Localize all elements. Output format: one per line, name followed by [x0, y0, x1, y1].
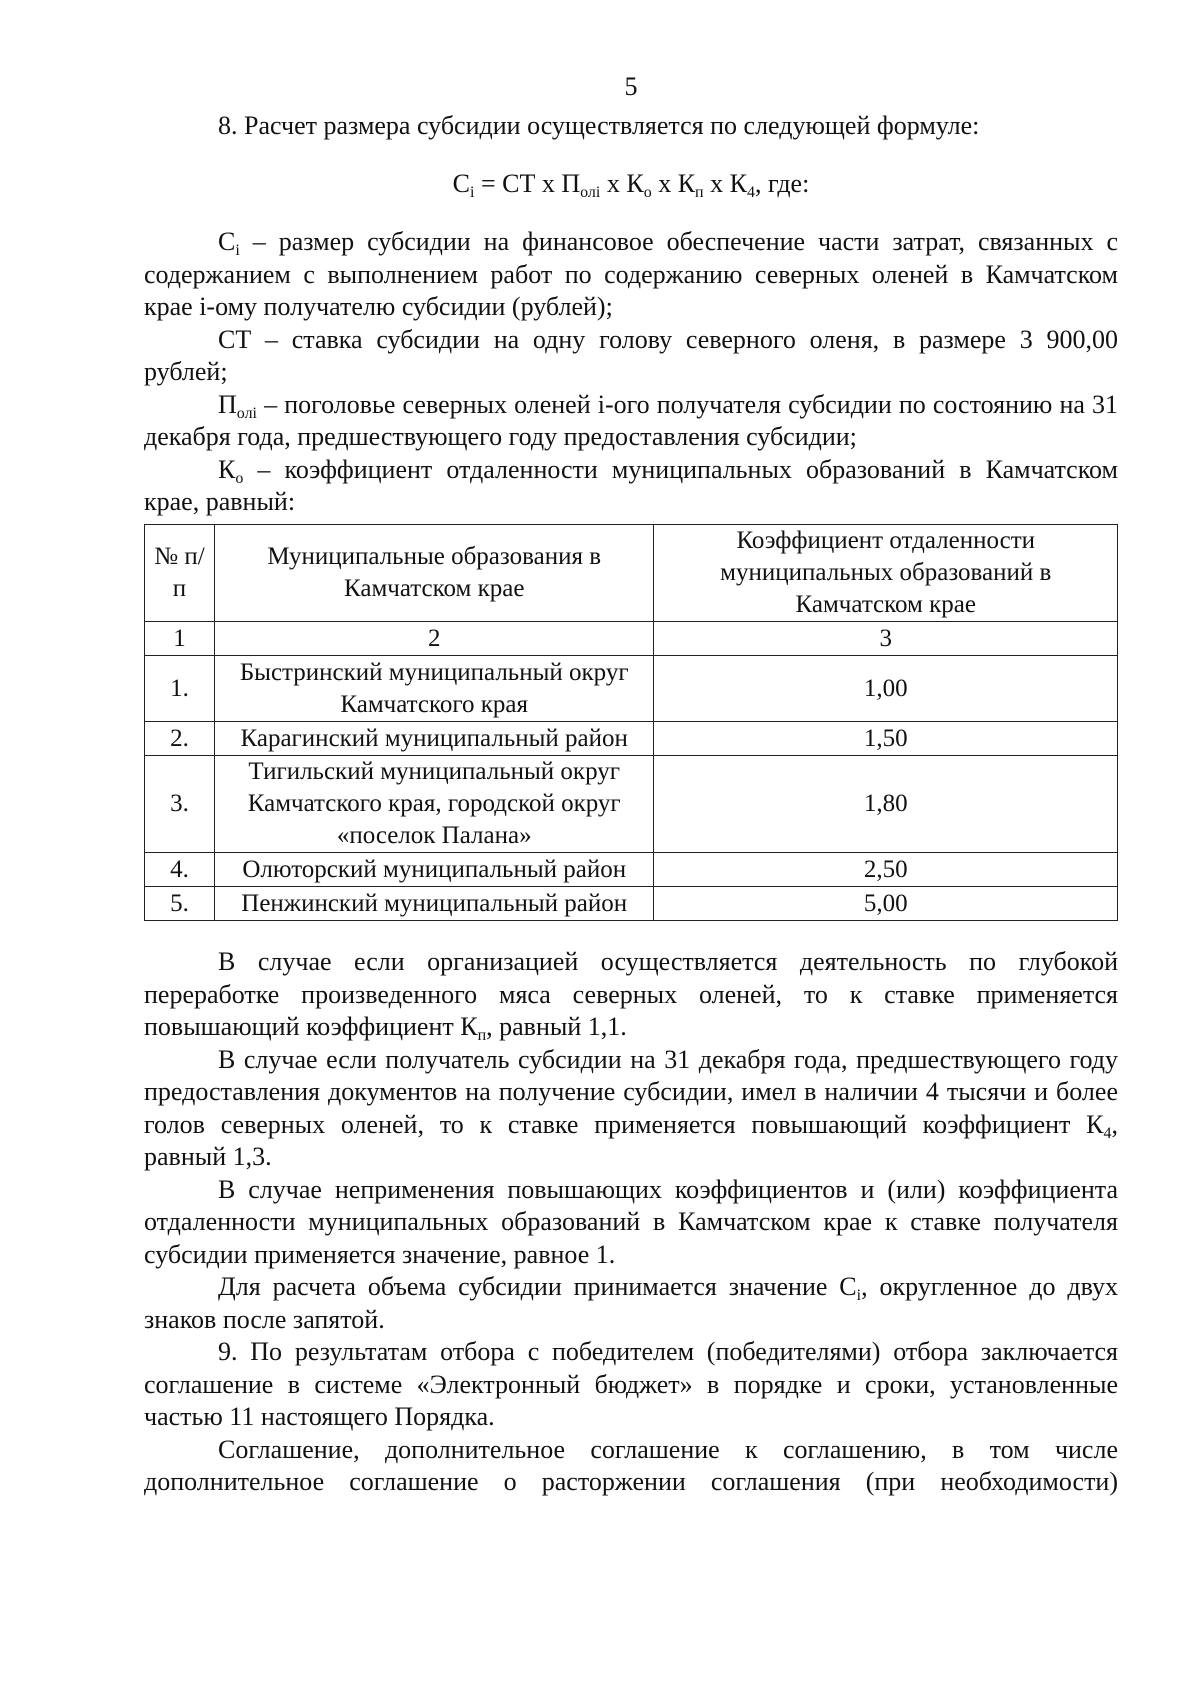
- paragraph-kp: В случае если организацией осуществляется деятельность по глубокой переработке произведенного мяса северных оленей, то к ставке применяется повышающий коэффициент $К_п$, равный 1,1.: [144, 947, 1118, 1044]
- definition-pol: $П_{олi}$ – поголовье северных оленей i-ого получателя субсидии по состоянию на 31 декабря года, предшествующего году предоставления субсидии;: [144, 389, 1118, 451]
- paragraph-default-value: В случае неприменения повышающих коэффициентов и (или) коэффициента отдаленности муниципальных образований в Камчатском крае к ставке получателя субсидии применяется значение, равное 1.: [144, 1174, 1118, 1269]
- row-number: 2.: [145, 722, 215, 756]
- row-municipality: Олюторский муниципальный район: [214, 853, 654, 887]
- coefficient-table: [144, 524, 1118, 921]
- definitions: [144, 226, 1118, 519]
- row-coefficient: 5,00: [654, 887, 1118, 921]
- table-row: [145, 887, 1118, 921]
- table-row: [145, 656, 1118, 722]
- row-number: 3.: [145, 756, 215, 853]
- table-row: [145, 853, 1118, 887]
- table-header-row: [145, 525, 1118, 622]
- table-row: [145, 722, 1118, 756]
- row-number: 5.: [145, 887, 215, 921]
- colnum-2: 2: [214, 622, 654, 656]
- paragraph-k4: В случае если получатель субсидии на 31 декабря года, предшествующего году предоставления документов на получение субсидии, имел в наличии 4 тысячи и более голов северных оленей, то к ставке применяется повышающий коэффициент $К_4$, равный 1,3.: [144, 1044, 1118, 1171]
- section-8: [144, 110, 1118, 143]
- section-9: 9. По результатам отбора с победителем (победителями) отбора заключается соглашение в системе «Электронный бюджет» в порядке и сроки, установленные частью 11 настоящего Порядка.: [144, 1337, 1118, 1431]
- colnum-3: 3: [654, 622, 1118, 656]
- after-table-text: [144, 946, 1118, 1499]
- row-number: 4.: [145, 853, 215, 887]
- row-municipality: Пенжинский муниципальный район: [214, 887, 654, 921]
- row-municipality: Тигильский муниципальный округ Камчатского края, городской округ «поселок Палана»: [214, 756, 654, 853]
- paragraph-agreement: Соглашение, дополнительное соглашение к соглашению, в том числе дополнительное соглашение о расторжении соглашения (при необходимости): [144, 1434, 1118, 1496]
- paragraph-rounding: Для расчета объема субсидии принимается значение $С_i$, округленное до двух знаков после запятой.: [144, 1272, 1118, 1334]
- row-coefficient: 1,50: [654, 722, 1118, 756]
- row-number: 1.: [145, 656, 215, 722]
- row-coefficient: 1,00: [654, 656, 1118, 722]
- table-colnum-row: [145, 622, 1118, 656]
- colnum-1: 1: [145, 622, 215, 656]
- header-num: № п/п: [145, 525, 215, 622]
- header-coef: Коэффициент отдаленности муниципальных образований в Камчатском крае: [654, 525, 1118, 622]
- row-coefficient: 2,50: [654, 853, 1118, 887]
- row-coefficient: 1,80: [654, 756, 1118, 853]
- section-8-intro: 8. Расчет размера субсидии осуществляется по следующей формуле:: [218, 111, 980, 140]
- definition-ci: $С_i$ – размер субсидии на финансовое обеспечение части затрат, связанных с содержанием с выполнением работ по содержанию северных оленей в Камчатском крае i-ому получателю субсидии (рублей);: [144, 227, 1118, 321]
- page-number: 5: [624, 72, 638, 101]
- row-municipality: Карагинский муниципальный район: [214, 722, 654, 756]
- table-row: [145, 756, 1118, 853]
- coefficient-table-wrapper: [144, 524, 1118, 921]
- row-municipality: Быстринский муниципальный округ Камчатского края: [214, 656, 654, 722]
- definition-st: СТ – ставка субсидии на одну голову северного оленя, в размере 3 900,00 рублей;: [144, 324, 1118, 386]
- definition-ko: $К_о$ – коэффициент отдаленности муниципальных образований в Камчатском крае, равный:: [144, 454, 1118, 516]
- header-mo: Муниципальные образования в Камчатском крае: [214, 525, 654, 622]
- formula: $С_i$ = СТ x $П_{олi}$ x $К_о$ x $К_п$ x $К_4$, где:: [452, 169, 810, 201]
